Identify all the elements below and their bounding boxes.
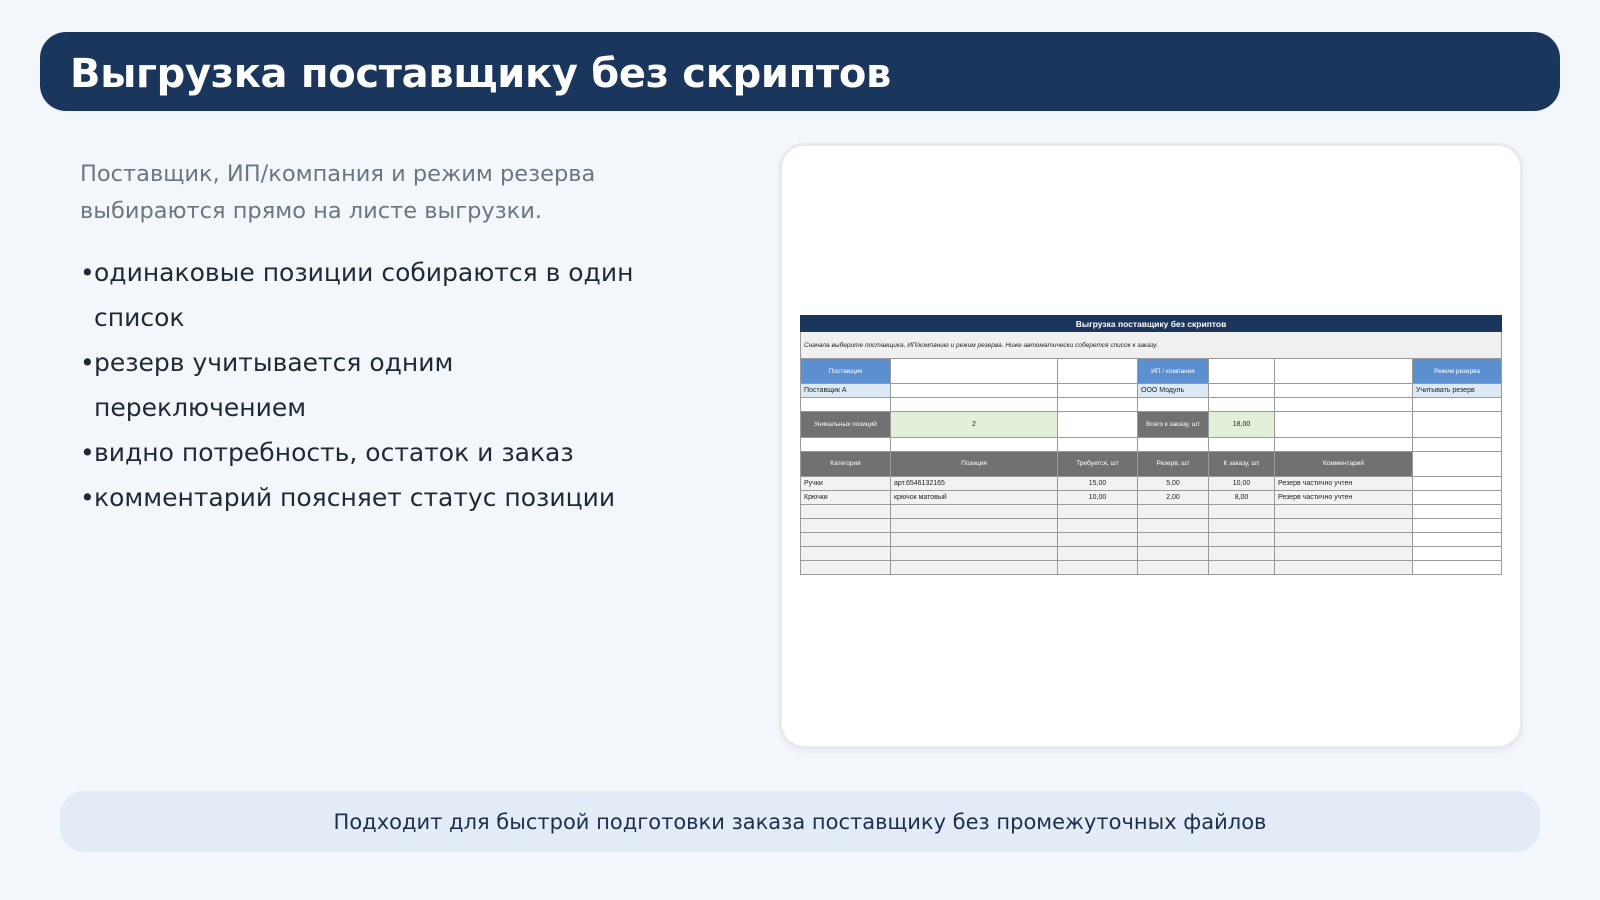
- company-select[interactable]: ООО Модуль: [1138, 384, 1209, 398]
- text-column: [80, 156, 640, 520]
- sheet-hint: Сначала выберите поставщика, ИП/компанию и режим резерва. Ниже автоматически соберется список к заказу.: [801, 332, 1502, 359]
- cell-position: крючок матовый: [891, 491, 1058, 505]
- unique-positions-value: 2: [891, 412, 1058, 438]
- bullet-item: • комментарий поясняет статус позиции: [80, 475, 640, 520]
- empty-row: [801, 561, 1502, 575]
- cell-comment: Резерв частично учтен: [1275, 477, 1413, 491]
- company-label: ИП / компания: [1138, 359, 1209, 384]
- cell-required: 10,00: [1058, 491, 1138, 505]
- cell-reserve: 2,00: [1138, 491, 1209, 505]
- sheet-hint-row: [801, 332, 1502, 359]
- unique-positions-label: Уникальных позиций: [801, 412, 891, 438]
- cell-order: 8,00: [1209, 491, 1275, 505]
- cell-reserve: 5,00: [1138, 477, 1209, 491]
- column-header: Категория: [801, 452, 891, 477]
- supplier-select[interactable]: Поставщик А: [801, 384, 891, 398]
- cell-required: 15,00: [1058, 477, 1138, 491]
- bullet-item: • резерв учитывается одним переключением: [80, 340, 640, 430]
- table-header-row: [801, 452, 1502, 477]
- spreadsheet-preview: [800, 315, 1502, 575]
- cell-position: арт.6546132165: [891, 477, 1058, 491]
- filter-value-row: [801, 384, 1502, 398]
- column-header: Резерв, шт: [1138, 452, 1209, 477]
- sheet-title: Выгрузка поставщику без скриптов: [801, 316, 1502, 332]
- footer-banner: [60, 791, 1540, 852]
- supplier-label: Поставщик: [801, 359, 891, 384]
- column-header: Комментарий: [1275, 452, 1413, 477]
- intro-text: Поставщик, ИП/компания и режим резерва выбираются прямо на листе выгрузки.: [80, 161, 596, 224]
- reserve-mode-select[interactable]: Учитывать резерв: [1413, 384, 1502, 398]
- table-row: [801, 491, 1502, 505]
- footer-text: Подходит для быстрой подготовки заказа поставщику без промежуточных файлов: [333, 809, 1267, 834]
- cell-category: Ручки: [801, 477, 891, 491]
- empty-row: [801, 547, 1502, 561]
- cell-comment: Резерв частично учтен: [1275, 491, 1413, 505]
- page-title: Выгрузка поставщику без скриптов: [70, 51, 892, 97]
- sheet-title-row: [801, 316, 1502, 332]
- summary-row: [801, 412, 1502, 438]
- bullet-item: • одинаковые позиции собираются в один список: [80, 250, 640, 340]
- cell-category: Крючки: [801, 491, 891, 505]
- title-banner: [40, 32, 1560, 111]
- reserve-mode-label: Режим резерва: [1413, 359, 1502, 384]
- column-header: Требуется, шт: [1058, 452, 1138, 477]
- bullet-list: [80, 250, 640, 520]
- table-row: [801, 477, 1502, 491]
- total-order-label: Всего к заказу, шт: [1138, 412, 1209, 438]
- bullet-dot-icon: •: [80, 258, 95, 287]
- empty-row: [801, 533, 1502, 547]
- column-header: К заказу, шт: [1209, 452, 1275, 477]
- empty-row: [801, 519, 1502, 533]
- bullet-dot-icon: •: [80, 348, 95, 377]
- empty-row: [801, 505, 1502, 519]
- filter-label-row: [801, 359, 1502, 384]
- bullet-dot-icon: •: [80, 438, 95, 467]
- spacer-row: [801, 398, 1502, 412]
- spacer-row: [801, 438, 1502, 452]
- bullet-dot-icon: •: [80, 483, 95, 512]
- total-order-value: 18,00: [1209, 412, 1275, 438]
- column-header: Позиция: [891, 452, 1058, 477]
- cell-order: 10,00: [1209, 477, 1275, 491]
- bullet-item: • видно потребность, остаток и заказ: [80, 430, 640, 475]
